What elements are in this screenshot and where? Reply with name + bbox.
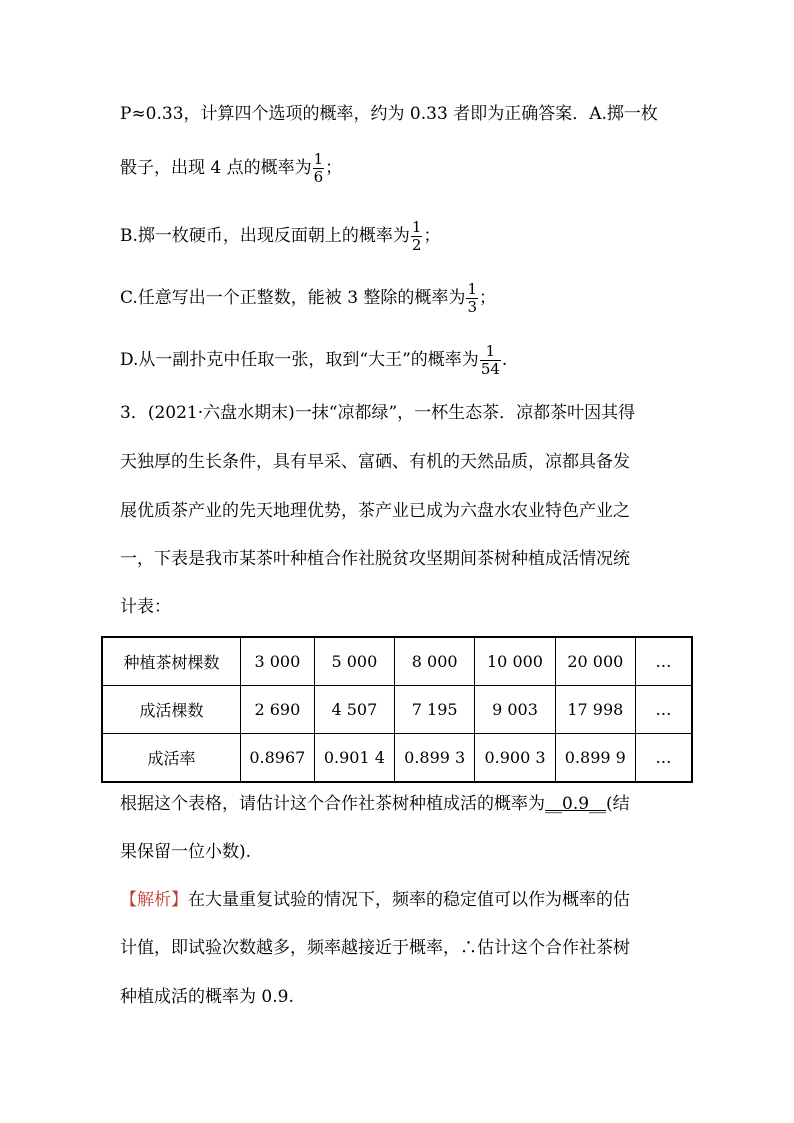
fraction: $\frac{1}{3}$ bbox=[467, 280, 477, 316]
survival-table bbox=[101, 636, 693, 783]
table-cell: 成活棵数 bbox=[102, 686, 241, 734]
option-b: B.掷一枚硬币，出现反面朝上的概率为 $\frac{1}{2}$ ； bbox=[120, 218, 441, 254]
question-3-line-2: 天独厚的生长条件，具有早采、富硒、有机的天然品质，凉都具备发 bbox=[120, 452, 630, 472]
analysis-line-1: 【解析】在大量重复试验的情况下，频率的稳定值可以作为概率的估 bbox=[120, 890, 630, 910]
fraction: $\frac{1}{2}$ bbox=[411, 218, 422, 254]
table-cell: 5 000 bbox=[314, 637, 394, 686]
table-row bbox=[102, 734, 692, 783]
table-cell: 8 000 bbox=[395, 637, 475, 686]
table-cell: 10 000 bbox=[475, 637, 555, 686]
question-3-line-5: 计表： bbox=[120, 597, 171, 617]
fraction: $\frac{1}{54}$ bbox=[480, 342, 500, 378]
answer-line-1: 根据这个表格，请估计这个合作社茶树种植成活的概率为__0.9__(结 bbox=[120, 794, 630, 814]
solution-line-1: P≈0.33，计算四个选项的概率，约为 0.33 者即为正确答案．A.掷一枚 bbox=[120, 104, 658, 124]
table-cell: 0.8967 bbox=[241, 734, 315, 783]
table-cell: 0.899 3 bbox=[395, 734, 475, 783]
table-cell: … bbox=[636, 637, 693, 686]
text: 骰子，出现 4 点的概率为 bbox=[120, 158, 312, 178]
solution-line-2: 骰子，出现 4 点的概率为 $\frac{1}{6}$ ； bbox=[120, 150, 343, 186]
table-cell: 种植茶树棵数 bbox=[102, 637, 241, 686]
table-cell: 17 998 bbox=[555, 686, 635, 734]
table-cell: 7 195 bbox=[395, 686, 475, 734]
table-cell: … bbox=[636, 734, 693, 783]
answer-line-2: 果保留一位小数). bbox=[120, 842, 252, 862]
table-cell: 4 507 bbox=[314, 686, 394, 734]
analysis-tag: 【解析】 bbox=[120, 890, 188, 910]
table-cell: 0.899 9 bbox=[555, 734, 635, 783]
table-cell: 成活率 bbox=[102, 734, 241, 783]
table-cell: 9 003 bbox=[475, 686, 555, 734]
question-3-line-4: 一，下表是我市某茶叶种植合作社脱贫攻坚期间茶树种植成活情况统 bbox=[120, 549, 630, 569]
table-cell: 2 690 bbox=[241, 686, 315, 734]
question-3-line-3: 展优质茶产业的先天地理优势，茶产业已成为六盘水农业特色产业之 bbox=[120, 501, 630, 521]
fraction: $\frac{1}{6}$ bbox=[313, 150, 324, 186]
table-row bbox=[102, 637, 692, 686]
table-cell: 20 000 bbox=[555, 637, 635, 686]
analysis-line-3: 种植成活的概率为 0.9. bbox=[120, 987, 294, 1007]
option-c: C.任意写出一个正整数，能被 3 整除的概率为 $\frac{1}{3}$ ； bbox=[120, 280, 496, 316]
table-cell: 0.901 4 bbox=[314, 734, 394, 783]
option-d: D.从一副扑克中任取一张，取到“大王”的概率为 $\frac{1}{54}$ . bbox=[120, 342, 508, 378]
table-cell: 3 000 bbox=[241, 637, 315, 686]
table-cell: … bbox=[636, 686, 693, 734]
answer-value: __0.9__ bbox=[545, 794, 607, 814]
table-row bbox=[102, 686, 692, 734]
table-cell: 0.900 3 bbox=[475, 734, 555, 783]
analysis-line-2: 计值，即试验次数越多，频率越接近于概率，∴估计这个合作社茶树 bbox=[120, 938, 630, 958]
question-3-line-1: 3．(2021·六盘水期末)一抹“凉都绿”，一杯生态茶．凉都茶叶因其得 bbox=[120, 403, 636, 423]
